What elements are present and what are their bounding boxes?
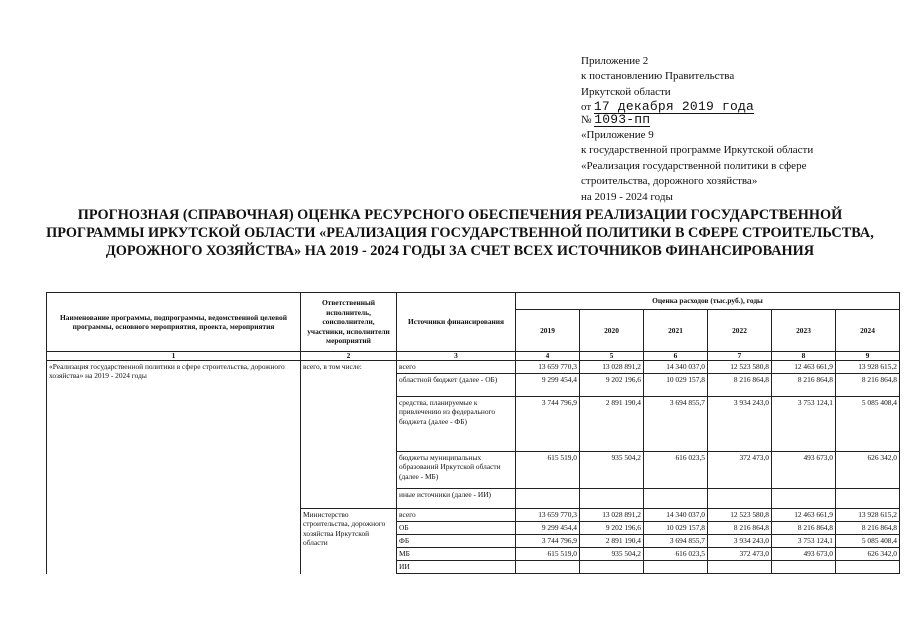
header-row	[47, 293, 900, 310]
source-cell: всего	[397, 361, 516, 374]
value-cell: 3 753 124,1	[772, 535, 836, 548]
index-cell: 5	[580, 352, 644, 361]
value-cell: 13 028 891,2	[580, 361, 644, 374]
table-row	[47, 361, 900, 374]
value-cell	[708, 561, 772, 574]
value-cell	[580, 561, 644, 574]
value-cell: 8 216 864,8	[772, 522, 836, 535]
value-cell	[516, 489, 580, 509]
value-cell: 10 029 157,8	[644, 522, 708, 535]
value-cell	[836, 561, 900, 574]
value-cell: 493 673,0	[772, 452, 836, 489]
index-cell: 4	[516, 352, 580, 361]
value-cell: 13 659 770,3	[516, 509, 580, 522]
value-cell: 626 342,0	[836, 452, 900, 489]
source-cell: ИИ	[397, 561, 516, 574]
value-cell: 9 202 196,6	[580, 522, 644, 535]
value-cell: 13 028 891,2	[580, 509, 644, 522]
value-cell	[772, 561, 836, 574]
value-cell: 626 342,0	[836, 548, 900, 561]
value-cell: 5 085 408,4	[836, 397, 900, 452]
value-cell	[644, 489, 708, 509]
index-cell: 2	[301, 352, 397, 361]
source-cell: иные источники (далее - ИИ)	[397, 489, 516, 509]
value-cell: 493 673,0	[772, 548, 836, 561]
executor-cell: всего, в том числе:	[301, 361, 397, 509]
value-cell: 8 216 864,8	[836, 374, 900, 397]
value-cell: 12 523 580,8	[708, 509, 772, 522]
index-cell: 6	[644, 352, 708, 361]
index-cell: 7	[708, 352, 772, 361]
appendix-line: к государственной программе Иркутской области	[581, 144, 814, 157]
header-year: 2023	[772, 310, 836, 352]
value-cell: 8 216 864,8	[708, 522, 772, 535]
value-cell: 935 504,2	[580, 452, 644, 489]
value-cell: 13 659 770,3	[516, 361, 580, 374]
value-cell	[580, 489, 644, 509]
source-cell: ФБ	[397, 535, 516, 548]
value-cell: 9 202 196,6	[580, 374, 644, 397]
value-cell: 372 473,0	[708, 452, 772, 489]
source-cell: областной бюджет (далее - ОБ)	[397, 374, 516, 397]
value-cell: 9 299 454,4	[516, 522, 580, 535]
date-value: 17 декабря 2019 года	[593, 99, 754, 115]
budget-table	[46, 292, 900, 574]
number-value: 1093-пп	[594, 111, 651, 127]
header-source: Источники финансирования	[397, 293, 516, 352]
value-cell: 2 891 190,4	[580, 535, 644, 548]
source-cell: средства, планируемые к привлечению из федерального бюджета (далее - ФБ)	[397, 397, 516, 452]
table-body	[47, 361, 900, 574]
value-cell: 14 340 037,0	[644, 509, 708, 522]
index-cell: 8	[772, 352, 836, 361]
value-cell: 2 891 190,4	[580, 397, 644, 452]
source-cell: ОБ	[397, 522, 516, 535]
appendix-line: на 2019 - 2024 годы	[581, 190, 673, 203]
header-executor: Ответственный исполнитель, соисполнители, участники, исполнители мероприятий	[301, 293, 397, 352]
value-cell: 8 216 864,8	[836, 522, 900, 535]
source-cell: бюджеты муниципальных образований Иркутской области (далее - МБ)	[397, 452, 516, 489]
value-cell: 3 744 796,9	[516, 535, 580, 548]
document-title: ПРОГНОЗНАЯ (СПРАВОЧНАЯ) ОЦЕНКА РЕСУРСНОГО ОБЕСПЕЧЕНИЯ РЕАЛИЗАЦИИ ГОСУДАРСТВЕННОЙ ПРОГРАММЫ ИРКУТСКОЙ ОБЛАСТИ «РЕАЛИЗАЦИЯ ГОСУДАРСТВЕННОЙ ПОЛИТИКИ В СФЕРЕ СТРОИТЕЛЬСТВА, ДОРОЖНОГО ХОЗЯЙСТВА» НА 2019 - 2024 ГОДЫ ЗА СЧЕТ ВСЕХ ИСТОЧНИКОВ ФИНАНСИРОВАНИЯ	[46, 207, 874, 259]
value-cell	[644, 561, 708, 574]
source-cell: всего	[397, 509, 516, 522]
date-prefix: от	[581, 101, 592, 114]
value-cell: 3 744 796,9	[516, 397, 580, 452]
appendix-line: «Приложение 9	[581, 129, 654, 142]
header-year: 2021	[644, 310, 708, 352]
appendix-line: Иркутской области	[581, 85, 671, 98]
value-cell: 616 023,5	[644, 452, 708, 489]
program-name-cell: «Реализация государственной политики в сфере строительства, дорожного хозяйства» на 2019 - 2024 годы	[47, 361, 301, 574]
value-cell: 13 928 615,2	[836, 509, 900, 522]
source-cell: МБ	[397, 548, 516, 561]
value-cell: 616 023,5	[644, 548, 708, 561]
value-cell: 3 694 855,7	[644, 397, 708, 452]
appendix-line: Приложение 2	[581, 55, 649, 67]
value-cell: 935 504,2	[580, 548, 644, 561]
value-cell	[516, 561, 580, 574]
value-cell	[836, 489, 900, 509]
value-cell: 12 463 661,9	[772, 509, 836, 522]
index-row	[47, 352, 900, 361]
value-cell: 3 934 243,0	[708, 535, 772, 548]
value-cell: 13 928 615,2	[836, 361, 900, 374]
value-cell: 12 463 661,9	[772, 361, 836, 374]
value-cell: 372 473,0	[708, 548, 772, 561]
index-cell: 3	[397, 352, 516, 361]
appendix-block	[581, 54, 881, 205]
appendix-line: строительства, дорожного хозяйства»	[581, 175, 758, 188]
value-cell	[772, 489, 836, 509]
number-prefix: №	[581, 113, 592, 126]
value-cell: 14 340 037,0	[644, 361, 708, 374]
header-year: 2022	[708, 310, 772, 352]
value-cell	[708, 489, 772, 509]
appendix-line: к постановлению Правительства	[581, 70, 735, 83]
value-cell: 615 519,0	[516, 548, 580, 561]
value-cell: 5 085 408,4	[836, 535, 900, 548]
value-cell: 615 519,0	[516, 452, 580, 489]
executor-cell: Министерство строительства, дорожного хозяйства Иркутской области	[301, 509, 397, 574]
value-cell: 3 934 243,0	[708, 397, 772, 452]
value-cell: 8 216 864,8	[708, 374, 772, 397]
value-cell: 3 753 124,1	[772, 397, 836, 452]
appendix-line: «Реализация государственной политики в сфере	[581, 159, 807, 172]
header-year: 2019	[516, 310, 580, 352]
header-estimate: Оценка расходов (тыс.руб.), годы	[516, 293, 900, 310]
value-cell: 8 216 864,8	[772, 374, 836, 397]
header-year: 2024	[836, 310, 900, 352]
value-cell: 9 299 454,4	[516, 374, 580, 397]
index-cell: 9	[836, 352, 900, 361]
header-program: Наименование программы, подпрограммы, ведомственной целевой программы, основного мероприятия, проекта, мероприятия	[47, 293, 301, 352]
value-cell: 10 029 157,8	[644, 374, 708, 397]
header-year: 2020	[580, 310, 644, 352]
index-cell: 1	[47, 352, 301, 361]
value-cell: 12 523 580,8	[708, 361, 772, 374]
value-cell: 3 694 855,7	[644, 535, 708, 548]
